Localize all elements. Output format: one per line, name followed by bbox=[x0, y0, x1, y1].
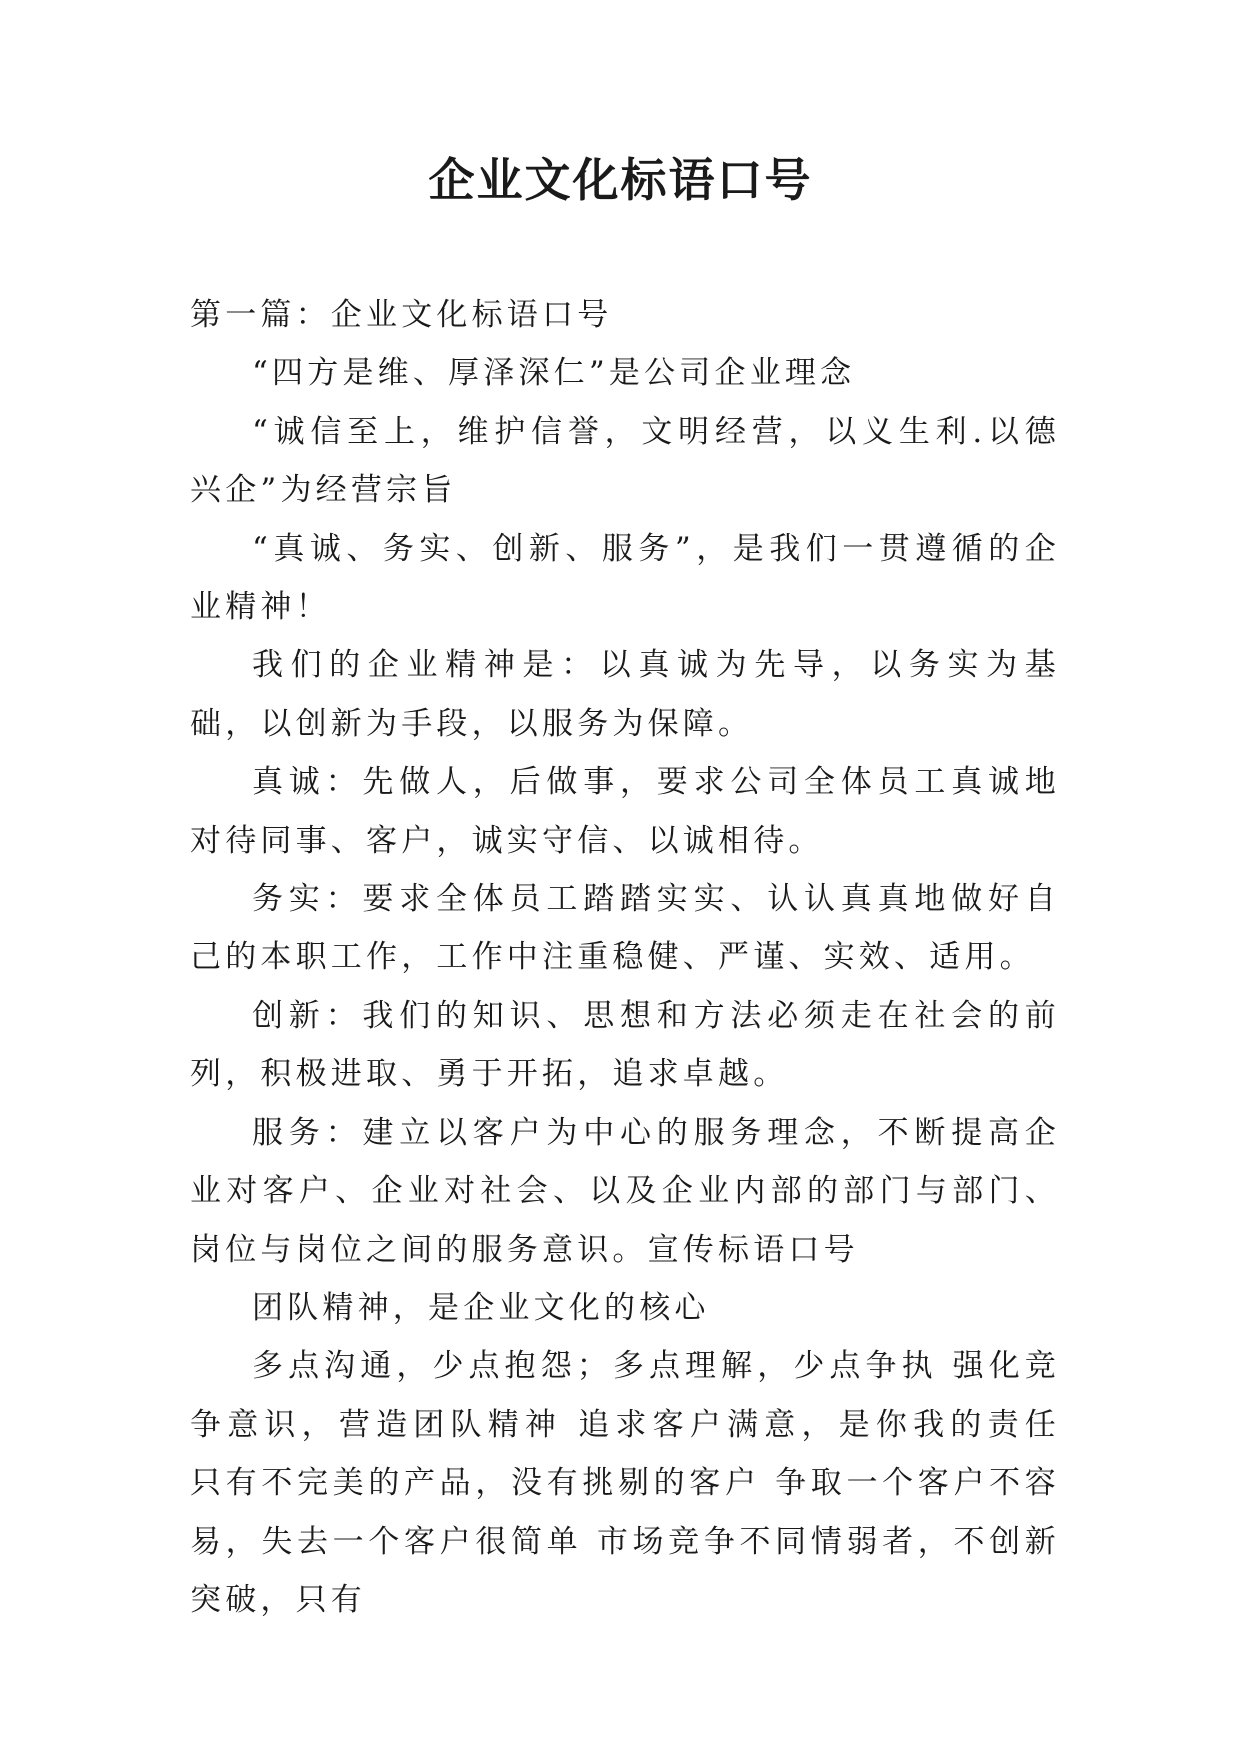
paragraph: 团队精神，是企业文化的核心 bbox=[252, 1289, 710, 1326]
document-body bbox=[190, 286, 1060, 1629]
paragraph: 多点沟通，少点抱怨；多点理解，少点争执 强化竞争意识，营造团队精神 追求客户满意，是你我的责任 只有不完美的产品，没有挑剔的客户 争取一个客户不容易，失去一个客户很简单 市场竞争不同情弱者，不创新突破，只有 bbox=[190, 1348, 1060, 1618]
paragraph: “诚信至上，维护信誉，文明经营，以义生利.以德兴企”为经营宗旨 bbox=[190, 413, 1060, 509]
paragraph: 创新：我们的知识、思想和方法必须走在社会的前列，积极进取、勇于开拓，追求卓越。 bbox=[190, 997, 1060, 1093]
document-title: 企业文化标语口号 bbox=[428, 153, 813, 207]
paragraph: 我们的企业精神是：以真诚为先导，以务实为基础，以创新为手段，以服务为保障。 bbox=[190, 647, 1060, 742]
paragraph: 务实：要求全体员工踏踏实实、认认真真地做好自己的本职工作，工作中注重稳健、严谨、实效、适用。 bbox=[190, 881, 1060, 976]
paragraph: 真诚：先做人，后做事，要求公司全体员工真诚地对待同事、客户，诚实守信、以诚相待。 bbox=[190, 764, 1060, 859]
paragraph: 第一篇：企业文化标语口号 bbox=[190, 297, 613, 333]
paragraph: “四方是维、厚泽深仁”是公司企业理念 bbox=[252, 355, 856, 392]
paragraph: 服务：建立以客户为中心的服务理念，不断提高企业对客户、企业对社会、以及企业内部的部门与部门、岗位与岗位之间的服务意识。宣传标语口号 bbox=[190, 1114, 1060, 1268]
paragraph: “真诚、务实、创新、服务”，是我们一贯遵循的企业精神！ bbox=[190, 530, 1060, 626]
